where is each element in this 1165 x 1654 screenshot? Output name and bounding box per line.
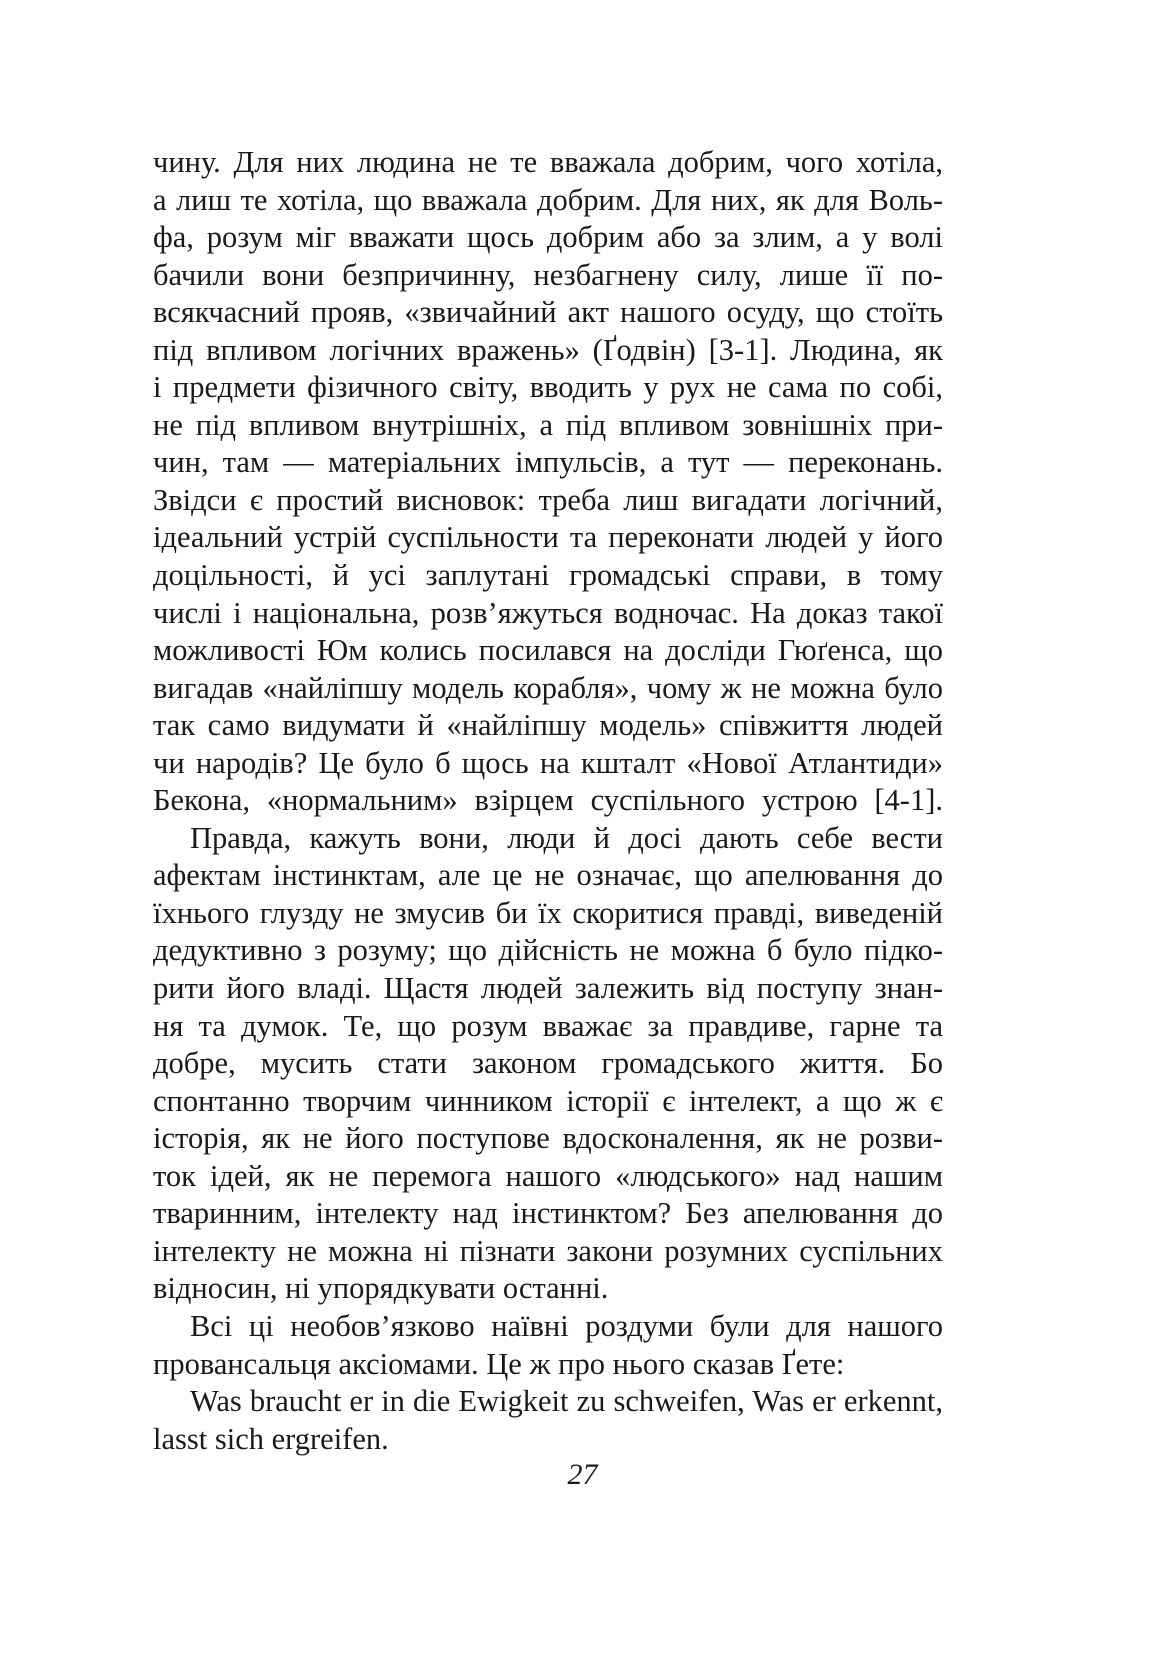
text-line: бачили вони безпричинну, незбагнену силу, лише її по- (153, 257, 943, 292)
text-line: інтелекту не можна ні пізнати закони розумних суспільних (153, 1233, 943, 1268)
text-line: їхнього глузду не змусив би їх скоритися правді, виведеній (153, 895, 943, 930)
text-line: так само видумати й «найліпшу модель» співжиття людей (153, 708, 943, 743)
text-line: чин, там — матеріальних імпульсів, а тут — переконань. (153, 445, 943, 480)
text-line: чину. Для них людина не те вважала добрим, чого хотіла, (153, 145, 943, 179)
text-line: добре, мусить стати законом громадського життя. Бо (153, 1046, 943, 1081)
text-line: всякчасний прояв, «звичайний акт нашого осуду, що стоїть (153, 295, 943, 330)
text-line: під впливом логічних вражень» (Ґодвін) [3-1]. Людина, як (153, 332, 943, 367)
text-line: числі і національна, розв’яжуться водночас. На доказ такої (153, 595, 943, 630)
text-line: а лиш те хотіла, що вважала добрим. Для них, як для Воль- (153, 182, 943, 217)
text-line: тваринним, інтелекту над інстинктом? Без апелювання до (153, 1196, 943, 1231)
text-line: дедуктивно з розуму; що дійсність не можна б було підко- (153, 933, 943, 968)
text-line: і предмети фізичного світу, вводить у рух не сама по собі, (153, 370, 943, 405)
text-line: історія, як не його поступове вдосконалення, як не розви- (153, 1121, 943, 1156)
paragraph-last-line: відносин, ні упорядкувати останні. (153, 1271, 609, 1306)
quote-last-line: lasst sich ergreifen. (153, 1421, 389, 1456)
paragraph-first-line: Правда, кажуть вони, люди й досі дають себе вести (190, 820, 943, 855)
paragraph-last-line: провансальця аксіомами. Це ж про нього сказав Ґете: (153, 1346, 845, 1381)
text-line: Бекона, «нормальним» взірцем суспільного устрою [4-1]. (153, 783, 943, 818)
text-line: чи народів? Це було б щось на кшталт «Нової Атлантиди» (153, 745, 943, 780)
text-line: можливості Юм колись посилався на досліди Гюґенса, що (153, 633, 943, 668)
text-line: ідеальний устрій суспільности та переконати людей у його (153, 520, 943, 555)
text-line: Звідси є простий висновок: треба лиш вигадати логічний, (153, 482, 943, 517)
text-line: афектам інстинктам, але це не означає, що апелювання до (153, 858, 943, 893)
text-line: вигадав «найліпшу модель корабля», чому ж не можна було (153, 670, 943, 705)
paragraph-first-line: Всі ці необов’язково наївні роздуми були для нашого (190, 1308, 943, 1343)
text-line: доцільності, й усі заплутані громадські справи, в тому (153, 558, 943, 593)
text-line: фа, розум міг вважати щось добрим або за злим, а у волі (153, 220, 943, 255)
text-line: не під впливом внутрішніх, а під впливом зовнішніх при- (153, 407, 943, 442)
text-line: рити його владі. Щастя людей залежить від поступу знан- (153, 971, 943, 1006)
text-line: спонтанно творчим чинником історії є інтелект, а що ж є (153, 1083, 943, 1118)
page-number: 27 (567, 1458, 598, 1491)
text-line: ня та думок. Те, що розум вважає за правдиве, гарне та (153, 1008, 943, 1043)
quote-line: Was braucht er in die Ewigkeit zu schweifen, Was er erkennt, (190, 1384, 943, 1419)
body-text (153, 144, 943, 1458)
text-line: ток ідей, як не перемога нашого «людського» над нашим (153, 1158, 943, 1193)
